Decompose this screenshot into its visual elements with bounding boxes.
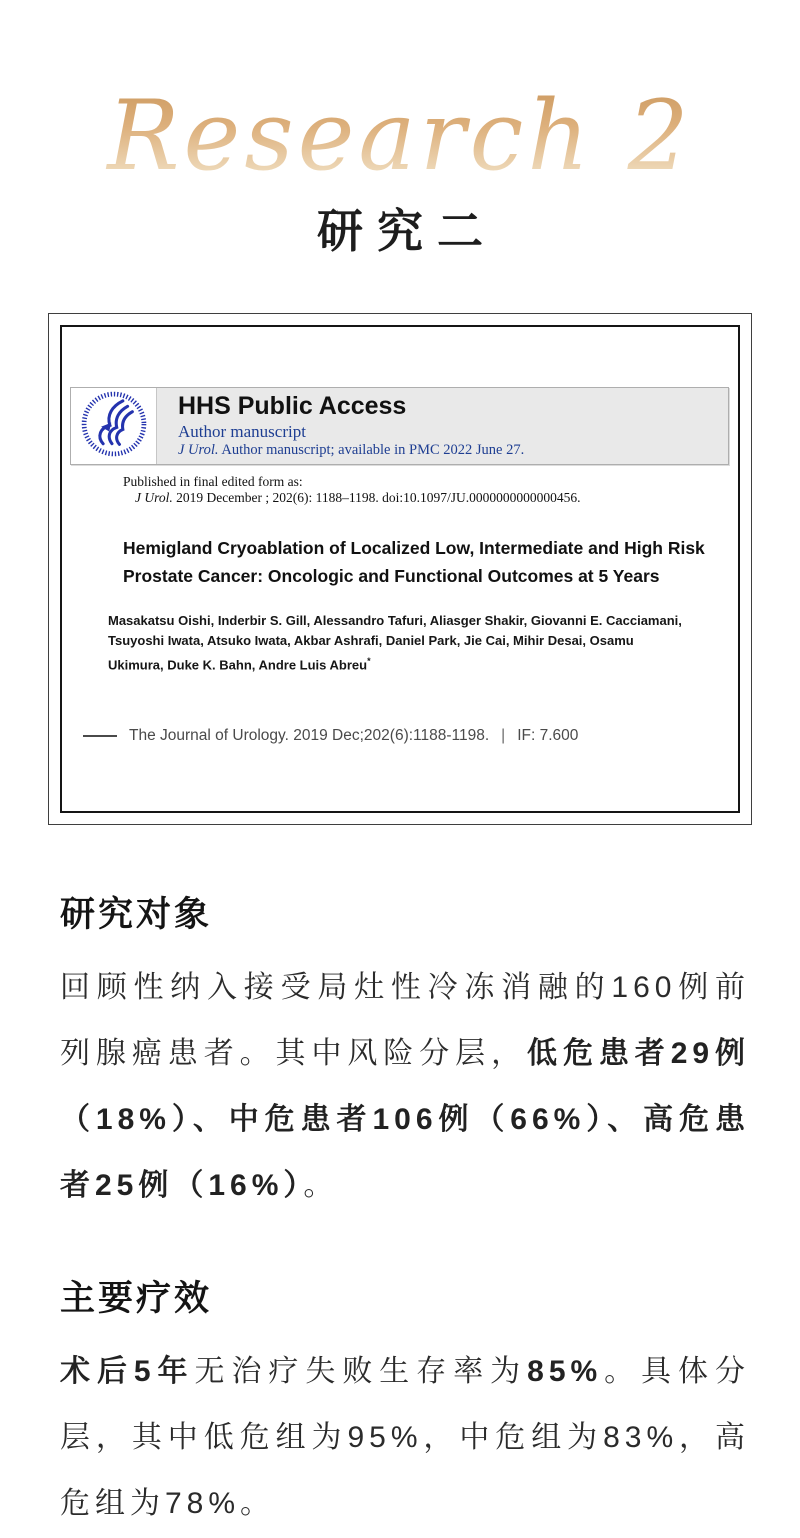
hhs-header-text — [157, 388, 524, 464]
study-subjects-heading: 研究对象 — [60, 895, 213, 934]
published-citation-rest: 2019 December ; 202(6): 1188–1198. doi:10.1097/JU.0000000000000456. — [172, 490, 581, 505]
hhs-availability-rest: Author manuscript; available in PMC 2022 June 27. — [218, 442, 525, 458]
hhs-title: HHS Public Access — [178, 392, 407, 420]
main-efficacy-section — [60, 1275, 750, 1537]
hero-header — [0, 0, 800, 262]
journal-citation-row — [83, 727, 738, 745]
citation-source: The Journal of Urology. 2019 Dec;202(6):1188-1198. — [129, 727, 490, 745]
main-efficacy-paragraph: 术后5年无治疗失败生存率为85%。具体分层，其中低危组为95%，中危组为83%，高危组为78%。 — [60, 1355, 751, 1520]
study-subjects-paragraph: 回顾性纳入接受局灶性冷冻消融的160例前列腺癌患者。其中风险分层，低危患者29例（18%）、中危患者106例（66%）、高危患者25例（16%）。 — [60, 971, 751, 1202]
summary-sections — [60, 891, 750, 1537]
paper-authors — [108, 611, 686, 675]
published-label: Published in final edited form as: — [123, 474, 303, 489]
study-subjects-section — [60, 891, 750, 1219]
citation-separator: | — [501, 727, 506, 745]
published-journal-abbrev: J Urol. — [135, 490, 173, 505]
paper-card-inner-frame — [60, 325, 740, 813]
published-block — [123, 474, 738, 506]
hhs-logo-box — [71, 388, 157, 464]
paper-screenshot-card — [48, 313, 752, 825]
chinese-title: 研究二 — [317, 206, 497, 257]
hhs-journal-abbrev: J Urol. — [178, 442, 219, 458]
research-script-title: Research 2 — [0, 76, 800, 196]
hhs-availability-line — [178, 442, 524, 459]
authors-corresponding-mark: * — [367, 656, 371, 666]
citation-dash — [83, 735, 117, 737]
hhs-public-access-header — [70, 387, 729, 465]
hhs-eagle-logo-icon — [80, 390, 148, 463]
hhs-subtitle: Author manuscript — [178, 422, 306, 441]
main-efficacy-heading: 主要疗效 — [60, 1279, 213, 1318]
paper-title: Hemigland Cryoablation of Localized Low, Intermediate and High Risk Prostate Cancer: Oncologic and Functional Outcomes at 5 Years — [123, 538, 705, 586]
authors-text: Masakatsu Oishi, Inderbir S. Gill, Alessandro Tafuri, Aliasger Shakir, Giovanni E. Cacciamani, Tsuyoshi Iwata, Atsuko Iwata, Akbar Ashrafi, Daniel Park, Jie Cai, Mihir Desai, Osamu Ukimura, Duke K. Bahn, Andre Luis Abreu — [108, 613, 682, 673]
published-citation — [123, 490, 738, 506]
impact-factor: IF: 7.600 — [517, 727, 579, 745]
